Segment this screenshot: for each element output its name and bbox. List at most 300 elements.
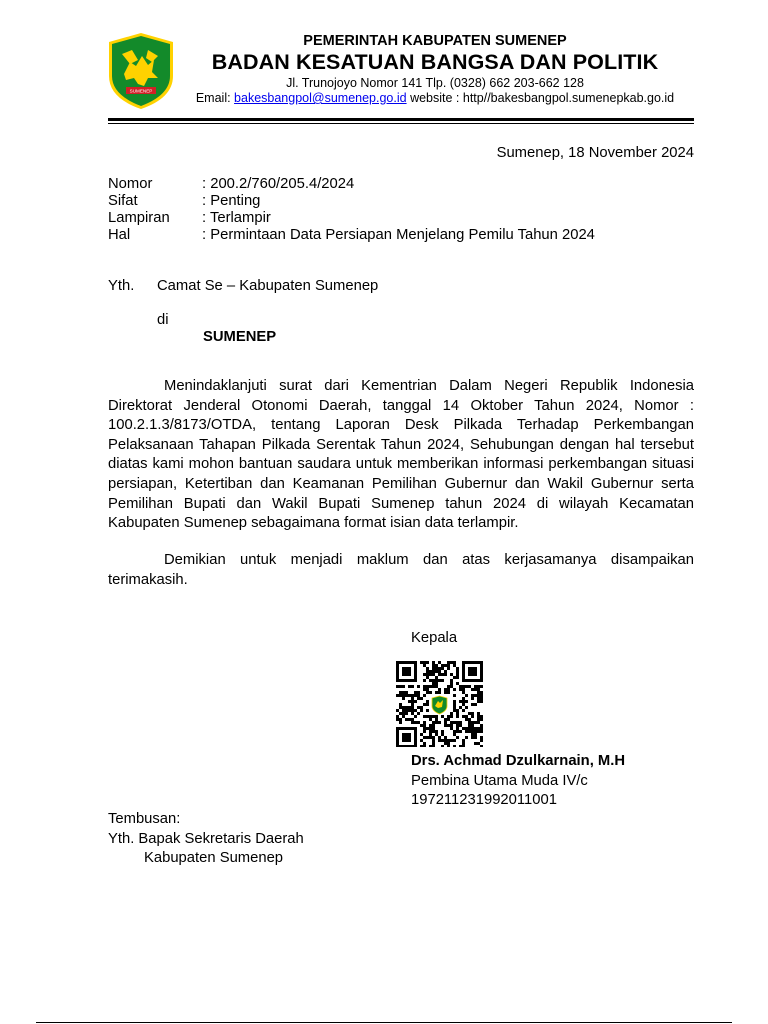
qr-module [453,709,456,712]
qr-module [414,733,417,736]
qr-module [432,685,435,688]
qr-module [456,682,459,685]
qr-module [426,727,429,730]
qr-module [450,721,453,724]
qr-module [438,679,441,682]
qr-module [480,676,483,679]
qr-module [477,742,480,745]
qr-module [474,742,477,745]
qr-module [465,730,468,733]
qr-module [438,673,441,676]
qr-module [405,667,408,670]
qr-module [468,667,471,670]
qr-module [402,691,405,694]
qr-module [453,661,456,664]
qr-module [420,697,423,700]
qr-module [426,715,429,718]
qr-module [480,718,483,721]
qr-module [423,685,426,688]
qr-module [432,673,435,676]
qr-module [429,745,432,747]
qr-module [408,706,411,709]
qr-module [480,673,483,676]
qr-module [426,736,429,739]
qr-module [423,703,426,706]
qr-module [396,742,399,745]
qr-module [438,691,441,694]
tembusan-line-1: Yth. Bapak Sekretaris Daerah [108,830,304,847]
qr-module [438,670,441,673]
qr-module [441,673,444,676]
qr-module [456,736,459,739]
qr-module [474,730,477,733]
qr-module [453,694,456,697]
qr-module [429,715,432,718]
qr-module [447,718,450,721]
qr-module [438,661,441,664]
qr-module [450,715,453,718]
qr-module [405,670,408,673]
qr-module [426,709,429,712]
qr-module [405,745,408,747]
qr-module [477,694,480,697]
qr-module [411,727,414,730]
qr-module [435,730,438,733]
qr-module [462,685,465,688]
qr-module [447,688,450,691]
qr-module [438,667,441,670]
qr-module [429,670,432,673]
qr-module [399,703,402,706]
qr-module [414,676,417,679]
qr-module [456,721,459,724]
qr-module [429,718,432,721]
qr-module [405,739,408,742]
recipient-city: SUMENEP [203,329,277,345]
qr-module [435,679,438,682]
qr-module [441,733,444,736]
qr-module [414,679,417,682]
email-link[interactable]: bakesbangpol@sumenep.go.id [234,91,407,105]
body-paragraph-1: Menindaklanjuti surat dari Kementrian Dalam Negeri Republik Indonesia Direktorat Jenderal Otonomi Daerah, tanggal 14 Oktober Tahun 2024, Nomor : 100.2.1.3/8173/OTDA, tentang Laporan Desk Pilkada Terhadap Perkembangan Pelaksanaan Tahapan Pilkada Serentak Tahun 2024, Sehubungan dengan hal tersebut diatas kami mohon bantuan saudara untuk memberikan informasi perkembangan situasi persiapan, Ketertiban dan Keamanan Pemilihan Gubernur dan Wakil Gubernur serta Pemilihan Bupati dan Wakil Bupati Sumenep tahun 2024 di wilayah Kecamatan Kabupaten Sumenep sebagaimana format isian data terlampir. [108,378,694,532]
qr-module [471,679,474,682]
qr-module [465,679,468,682]
qr-module [396,673,399,676]
qr-module [438,736,441,739]
qr-module [411,700,414,703]
qr-module [480,670,483,673]
qr-module [435,667,438,670]
qr-module [411,697,414,700]
qr-module [474,685,477,688]
qr-module [441,667,444,670]
qr-module [399,745,402,747]
qr-module [453,676,456,679]
qr-module [462,667,465,670]
qr-module [405,736,408,739]
recipient-di: di [157,312,169,328]
qr-module [471,703,474,706]
qr-module [477,700,480,703]
qr-module [432,739,435,742]
qr-module [414,715,417,718]
qr-module [408,709,411,712]
qr-module [444,739,447,742]
qr-module [465,700,468,703]
qr-module [468,712,471,715]
qr-module [456,712,459,715]
qr-module [480,700,483,703]
qr-module [480,736,483,739]
qr-module [459,706,462,709]
qr-module [468,721,471,724]
qr-module [402,739,405,742]
qr-module [411,694,414,697]
qr-module [453,721,456,724]
website-text: website : http//bakesbangpol.sumenepkab.go.id [406,91,675,105]
qr-module [405,694,408,697]
page-bottom-edge [36,1022,732,1023]
qr-module [429,691,432,694]
qr-module [396,670,399,673]
qr-module [480,730,483,733]
letter-meta [108,176,595,244]
qr-module [444,673,447,676]
qr-module [468,670,471,673]
qr-module [423,664,426,667]
qr-module [468,673,471,676]
qr-module [411,703,414,706]
qr-module [411,661,414,664]
qr-module [450,661,453,664]
qr-module [435,676,438,679]
qr-module [423,727,426,730]
qr-module [414,736,417,739]
meta-row-lampiran [108,210,595,227]
qr-module [411,679,414,682]
qr-module [477,679,480,682]
qr-module [432,664,435,667]
qr-module [480,715,483,718]
qr-module [453,706,456,709]
qr-module [465,685,468,688]
qr-module [396,739,399,742]
qr-module [396,676,399,679]
qr-module [453,700,456,703]
qr-module [462,676,465,679]
qr-module [450,712,453,715]
qr-module [414,727,417,730]
qr-module [450,679,453,682]
qr-module [423,688,426,691]
qr-module [435,718,438,721]
qr-module [396,685,399,688]
qr-module [477,697,480,700]
qr-module [402,697,405,700]
qr-module [471,670,474,673]
qr-module [480,685,483,688]
qr-module [480,694,483,697]
qr-module [432,727,435,730]
qr-module [408,739,411,742]
qr-module [462,697,465,700]
qr-module [438,739,441,742]
qr-module [456,730,459,733]
qr-module [444,724,447,727]
qr-module [408,694,411,697]
qr-module [399,712,402,715]
qr-module [447,685,450,688]
meta-row-nomor [108,176,595,193]
qr-code-icon [395,661,484,747]
qr-module [474,667,477,670]
qr-module [471,730,474,733]
qr-module [432,679,435,682]
qr-module [420,724,423,727]
qr-module [420,661,423,664]
qr-module [420,709,423,712]
qr-module [447,724,450,727]
qr-module [423,724,426,727]
qr-module [435,721,438,724]
qr-module [423,673,426,676]
qr-module [474,661,477,664]
qr-module [429,679,432,682]
qr-module [444,688,447,691]
qr-module [480,697,483,700]
qr-module [426,691,429,694]
qr-module [465,727,468,730]
qr-module [414,709,417,712]
qr-module [426,688,429,691]
qr-module [456,709,459,712]
qr-module [396,715,399,718]
qr-module [456,724,459,727]
qr-module [408,700,411,703]
qr-module [465,736,468,739]
qr-module [474,727,477,730]
qr-module [414,721,417,724]
qr-module [462,661,465,664]
qr-module [423,694,426,697]
qr-module [414,700,417,703]
qr-module [474,688,477,691]
qr-module [474,721,477,724]
qr-module [408,667,411,670]
qr-module [411,706,414,709]
qr-module [462,703,465,706]
signatory-nip: 197211231992011001 [411,792,557,809]
qr-module [480,745,483,747]
qr-module [405,661,408,664]
qr-module [432,742,435,745]
qr-module [399,691,402,694]
qr-module [411,721,414,724]
qr-module [435,685,438,688]
qr-module [447,691,450,694]
qr-module [408,745,411,747]
qr-module [471,715,474,718]
qr-module [411,685,414,688]
qr-module [396,664,399,667]
qr-module [414,667,417,670]
qr-module [429,685,432,688]
qr-module [447,664,450,667]
qr-module [399,685,402,688]
regency-logo [108,32,174,110]
qr-module [441,664,444,667]
qr-module [423,679,426,682]
qr-module [441,715,444,718]
qr-module [405,691,408,694]
qr-module [414,670,417,673]
meta-value: : 200.2/760/205.4/2024 [202,176,355,192]
qr-module [405,679,408,682]
qr-module [468,718,471,721]
qr-module [402,661,405,664]
qr-module [408,670,411,673]
qr-module [426,703,429,706]
qr-module [414,661,417,664]
qr-module [438,688,441,691]
tembusan-line-2: Kabupaten Sumenep [144,850,284,867]
contact-line [190,91,680,105]
qr-module [462,742,465,745]
qr-module [402,733,405,736]
qr-module [477,691,480,694]
qr-module [417,712,420,715]
qr-module [420,745,423,747]
government-name: PEMERINTAH KABUPATEN SUMENEP [303,33,567,49]
qr-module [480,661,483,664]
recipient-name: Camat Se – Kabupaten Sumenep [157,278,379,294]
qr-module [408,661,411,664]
qr-module [459,730,462,733]
qr-module [396,718,399,721]
qr-module [453,688,456,691]
qr-module [420,733,423,736]
tembusan-block [108,810,304,869]
qr-module [417,706,420,709]
qr-module [435,664,438,667]
qr-module [459,745,462,747]
qr-module [471,721,474,724]
qr-module [432,745,435,747]
qr-module [396,709,399,712]
qr-module [453,703,456,706]
qr-module [471,688,474,691]
qr-module [480,679,483,682]
qr-module [471,733,474,736]
qr-module [426,700,429,703]
qr-module [474,694,477,697]
qr-module [471,697,474,700]
qr-module [435,691,438,694]
qr-module [411,712,414,715]
qr-module [426,685,429,688]
qr-module [471,673,474,676]
qr-module [414,694,417,697]
qr-module [471,661,474,664]
qr-module [423,745,426,747]
qr-module [429,673,432,676]
qr-module [480,667,483,670]
qr-module [450,727,453,730]
qr-module [432,670,435,673]
qr-module [402,673,405,676]
qr-module [444,742,447,745]
qr-module [405,718,408,721]
qr-module [447,745,450,747]
qr-module [450,682,453,685]
qr-module [438,721,441,724]
qr-module [459,688,462,691]
qr-module [459,685,462,688]
qr-module [441,730,444,733]
qr-module [474,673,477,676]
meta-value: : Terlampir [202,210,271,226]
letter-date: Sumenep, 18 November 2024 [496,145,694,161]
qr-center-logo-icon [432,696,447,714]
qr-module [435,733,438,736]
qr-module [414,742,417,745]
qr-module [453,730,456,733]
qr-module [405,727,408,730]
qr-module [465,706,468,709]
qr-module [432,682,435,685]
qr-module [462,673,465,676]
qr-module [474,733,477,736]
qr-module [432,724,435,727]
qr-module [402,745,405,747]
qr-module [414,739,417,742]
qr-module [435,670,438,673]
qr-module [408,685,411,688]
qr-module [402,667,405,670]
qr-module [408,733,411,736]
qr-module [450,739,453,742]
qr-module [405,712,408,715]
qr-module [396,694,399,697]
qr-module [396,667,399,670]
qr-module [477,661,480,664]
qr-module [462,679,465,682]
qr-module [420,706,423,709]
qr-module [441,739,444,742]
qr-module [477,727,480,730]
qr-module [399,706,402,709]
qr-module [396,733,399,736]
signatory-name: Drs. Achmad Dzulkarnain, M.H [411,753,626,769]
qr-module [402,679,405,682]
qr-module [453,733,456,736]
qr-module [453,664,456,667]
qr-module [432,715,435,718]
qr-module [468,685,471,688]
qr-module [426,667,429,670]
qr-module [477,721,480,724]
qr-module [462,745,465,747]
qr-module [447,739,450,742]
qr-module [456,673,459,676]
qr-module [462,715,465,718]
qr-module [480,739,483,742]
qr-module [408,673,411,676]
qr-module [444,664,447,667]
qr-module [468,679,471,682]
qr-module [480,691,483,694]
qr-module [396,679,399,682]
